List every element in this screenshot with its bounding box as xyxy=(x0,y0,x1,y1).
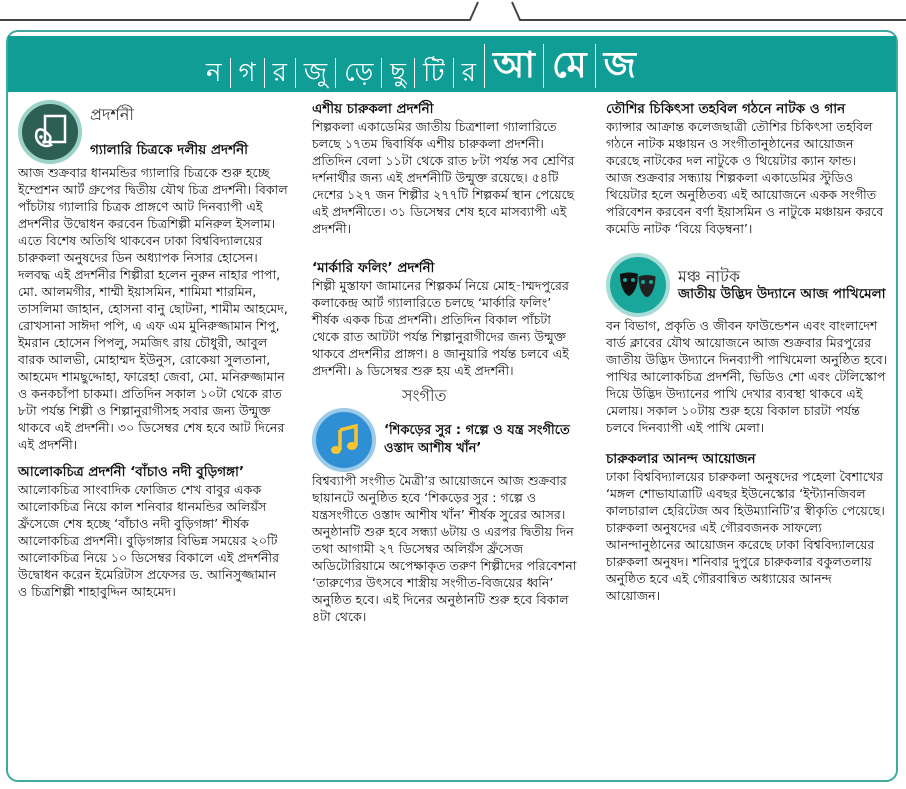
music-body: বিশ্বব্যাপী সংগীত মৈত্রী’র আয়োজনে আজ শুক্রবার ছায়ানটে অনুষ্ঠিত হবে ‘শিকড়ের সুর : গল্পে ও যন্ত্রসংগীতে ওস্তাদ আশীষ খাঁন’ শীর্ষক সুরের আসর। অনুষ্ঠানটি শুরু হবে সন্ধ্যা ৬টায় ও এরপর দ্বিতীয় দিন তথা আগামী ২৭ ডিসেম্বর অলিয়ঁস ফ্রঁসেজ অডিটোরিয়ামে অপেক্ষাকৃত তরুণ শিল্পীদের পরিবেশনা ‘তারুণ্যের উৎসবে শাস্ত্রীয় সংগীত-বিজয়ের ধ্বনি’ অনুষ্ঠিত হবে। এই দিনের অনুষ্ঠানটি শুরু হবে বিকাল ৪টা থেকে। xyxy=(312,473,577,624)
banner-letter: জ xyxy=(595,44,644,88)
banner-letter: ছু xyxy=(381,58,414,88)
banner-letter: ন xyxy=(206,58,222,88)
bird-fair-title: জাতীয় উদ্ভিদ উদ্যানে আজ পাখিমেলা xyxy=(678,285,886,302)
toushi-body: ক্যান্সার আক্রান্ত কলেজছাত্রী তৌশির চিকিৎসা তহবিল গঠনে নাটক মঞ্চায়ন ও সংগীতানুষ্ঠানের আয়োজন করেছে নাটকের দল নাটুকে ও থিয়েটার ক্যান ফান্ড। xyxy=(606,119,873,168)
mercury-falling-body: শিল্পী মুস্তাফা জামানের শিল্পকর্ম নিয়ে মোহ-াম্মদপুরের কলাকেন্দ্র আর্ট গ্যালারিতে চলছে ‘মার্কারি ফলিং’ শীর্ষক একক চিত্র প্রদর্শনী। প্রতিদিন বিকাল পাঁচটা থেকে রাত আটটা পর্যন্ত শিল্পানুরাগীদের জন্য উন্মুক্ত থাকবে প্রদর্শনীর প্রাঙ্গণ। ৪ জানুয়ারি পর্যন্ত চলবে এই প্রদর্শনী। ৯ ডিসেম্বর শুরু হয় এই প্রদর্শনী। xyxy=(312,278,569,378)
photo-exhibition-title: আলোকচিত্র প্রদর্শনী ‘বাঁচাও নদী বুড়িগঙ্গা’ xyxy=(18,464,245,480)
banner-letter: আ xyxy=(484,44,543,88)
banner-letter: গ xyxy=(230,58,264,88)
gallery-title: গ্যালারি চিত্রকে দলীয় প্রদর্শনী xyxy=(90,141,249,158)
gallery-body-2: দলবদ্ধ এই প্রদর্শনীর শিল্পীরা হলেন নুরুন নাহার পাপা, মো. আলমগীর, শাম্মী ইয়াসমিন, শামিমা শারমিন, তাসলিমা জাহান, হোসনা বানু ছোটনা, শামীম আহমেদ, রোখসানা সাঈদা পপি, এ এফ এম মুনিরুজ্জামান শিপু, ইমরান হোসেন পিপলু, সমজিৎ রায় চৌধুরী, আবুল বারক আলভী, মোহাম্মদ ইউনুস, রোকেয়া সুলতানা, আহমেদ শামছুদ্দোহা, ফারেহা জেবা, মো. মনিরুজ্জামান ও কনকচাঁপা চাকমা। প্রতিদিন সকাল ১০টা থেকে রাত ৮টা পর্যন্ত শিল্পী ও শিল্পানুরাগীসহ সবার জন্য উন্মুক্ত থাকবে এই প্রদর্শনী। ৩০ ডিসেম্বর শেষ হবে আট দিনের এই প্রদর্শনী। xyxy=(18,267,288,452)
banner-letter: জু xyxy=(295,58,335,88)
bird-fair-body: বন বিভাগ, প্রকৃতি ও জীবন ফাউন্ডেশন এবং বাংলাদেশ বার্ড ক্লাবের যৌথ আয়োজনে আজ শুক্রবার মিরপুরের জাতীয় উদ্ভিদ উদ্যানে দিনব্যাপী পাখিমেলা অনুষ্ঠিত হবে। পাখির আলোকচিত্র প্রদর্শনী, ভিডিও শো এবং টেলিস্কোপ দিয়ে উদ্ভিদ উদ্যানের পাখি দেখার ব্যবস্থা থাকবে এই মেলায়। সকাল ১০টায় শুরু হয়ে বিকাল চারটা পর্যন্ত চলবে দিনব্যাপী এই পাখি মেলা। xyxy=(606,318,888,435)
banner-letter: টি xyxy=(414,58,453,88)
asian-art-title: এশীয় চারুকলা প্রদর্শনী xyxy=(312,101,434,117)
banner-letter: ড়ে xyxy=(335,58,381,88)
asian-art-body: শিল্পকলা একাডেমির জাতীয় চিত্রশালা গ্যালারিতে চলছে ১৭তম দ্বিবার্ষিক এশীয় চারুকলা প্রদর্শনী। প্রতিদিন বেলা ১১টা থেকে রাত ৮টা পর্যন্ত সব শ্রেণির দর্শনার্থীর জন্য এই প্রদর্শনীটি উন্মুক্ত রয়েছে। ৫৪টি দেশের ১২৭ জন শিল্পীর ২৭৭টি শিল্পকর্ম স্থান পেয়েছে এই প্রদর্শনীতে। ৩১ ডিসেম্বর শেষ হবে মাসব্যাপী এই প্রদর্শনী। xyxy=(312,119,575,236)
section-title-music: সংগীত xyxy=(402,386,447,405)
music-header xyxy=(312,408,580,472)
photo-exhibition-body: আলোকচিত্র সাংবাদিক ফোজিত শেখ বাবুর একক আলোকচিত্র নিয়ে কাল শনিবার ধানমন্ডির অলিয়ঁস ফ্রঁসেজে শেষ হচ্ছে ‘বাঁচাও নদী বুড়িগঙ্গা’ শীর্ষক আলোকচিত্র প্রদর্শনী। বুড়িগঙ্গার বিভিন্ন সময়ের ২০টি আলোকচিত্র নিয়ে ১০ ডিসেম্বর বিকালে এই প্রদর্শনীর উদ্বোধন করেন ইমেরিটাস প্রফেসর ড. আনিসুজ্জামান ও চিত্রশিল্পী শাহাবুদ্দিন আহমেদ। xyxy=(18,482,279,599)
column-right xyxy=(606,100,888,604)
charukola-body: ঢাকা বিশ্ববিদ্যালয়ের চারুকলা অনুষদের পহেলা বৈশাখের ‘মঙ্গল শোভাযাত্রাটি এবছর ইউনেস্কোর ‘ইন্ট্যানজিবল কালচারাল হেরিটেজ অব হিউম্যানিটি’র স্বীকৃতি পেয়েছে। চারুকলা অনুষদের এই গৌরবজনক সাফল্যে আনন্দানুষ্ঠানের আয়োজন করেছে ঢাকা বিশ্ববিদ্যালয়ের চারুকলা অনুষদ। শনিবার দুপুরে চারুকলার বকুলতলায় অনুষ্ঠিত হবে এই গৌরবান্বিত অধ্যায়ের আনন্দ আয়োজন। xyxy=(606,469,885,603)
section-title-exhibition: প্রদর্শনী xyxy=(90,104,134,124)
gallery-body: আজ শুক্রবার ধানমন্ডির গ্যালারি চিত্রকে শুরু হচ্ছে ইম্প্রেশন আর্ট গ্রুপের দ্বিতীয় যৌথ চিত্র প্রদর্শনী। বিকাল পাঁচটায় গ্যালারি চিত্রক প্রাঙ্গণে আট দিনব্যাপী এই প্রদর্শনীর উদ্বোধন করবেন চিত্রশিল্পী মনিরুল ইসলাম। এতে বিশেষ অতিথি থাকবেন ঢাকা বিশ্ববিদ্যালয়ের চারুকলা অনুষদের ডিন অধ্যাপক নিসার হোসেন। xyxy=(18,165,288,265)
banner-letter: র xyxy=(264,58,295,88)
mercury-falling-title: ‘মার্কারি ফলিং’ প্রদর্শনী xyxy=(312,260,435,276)
banner-letter: র xyxy=(453,58,484,88)
section-title-theatre: মঞ্চ নাটক xyxy=(678,266,741,286)
banner-title xyxy=(198,40,644,88)
theatre-masks-icon xyxy=(606,253,670,317)
charukola-title: চারুকলার আনন্দ আয়োজন xyxy=(606,451,756,467)
toushi-body-2: আজ শুক্রবার সন্ধ্যায় শিল্পকলা একাডেমির স্টুডিও থিয়েটার হলে অনুষ্ঠিতব্য এই আয়োজনে একক সংগীত পরিবেশন করবেন বর্ণা ইয়াসমিন ও নাটুকে মঞ্চায়ন করবে কমেডি নাটক ‘বিয়ে বিড়ম্বনা’। xyxy=(606,170,884,236)
banner-letter: মে xyxy=(543,44,595,88)
column-middle xyxy=(312,100,580,625)
column-left xyxy=(18,100,288,600)
theatre-header xyxy=(606,253,888,317)
top-frame xyxy=(0,0,906,24)
toushi-title: তৌশির চিকিৎসা তহবিল গঠনে নাটক ও গান xyxy=(606,101,846,117)
music-title: ‘শিকড়ের সুর : গল্পে ও যন্ত্র সংগীতে ওস্তাদ আশীষ খাঁন’ xyxy=(384,423,570,456)
title-banner xyxy=(8,36,896,92)
music-note-icon xyxy=(312,408,376,472)
palette-icon xyxy=(18,100,82,164)
exhibition-header xyxy=(18,100,288,164)
